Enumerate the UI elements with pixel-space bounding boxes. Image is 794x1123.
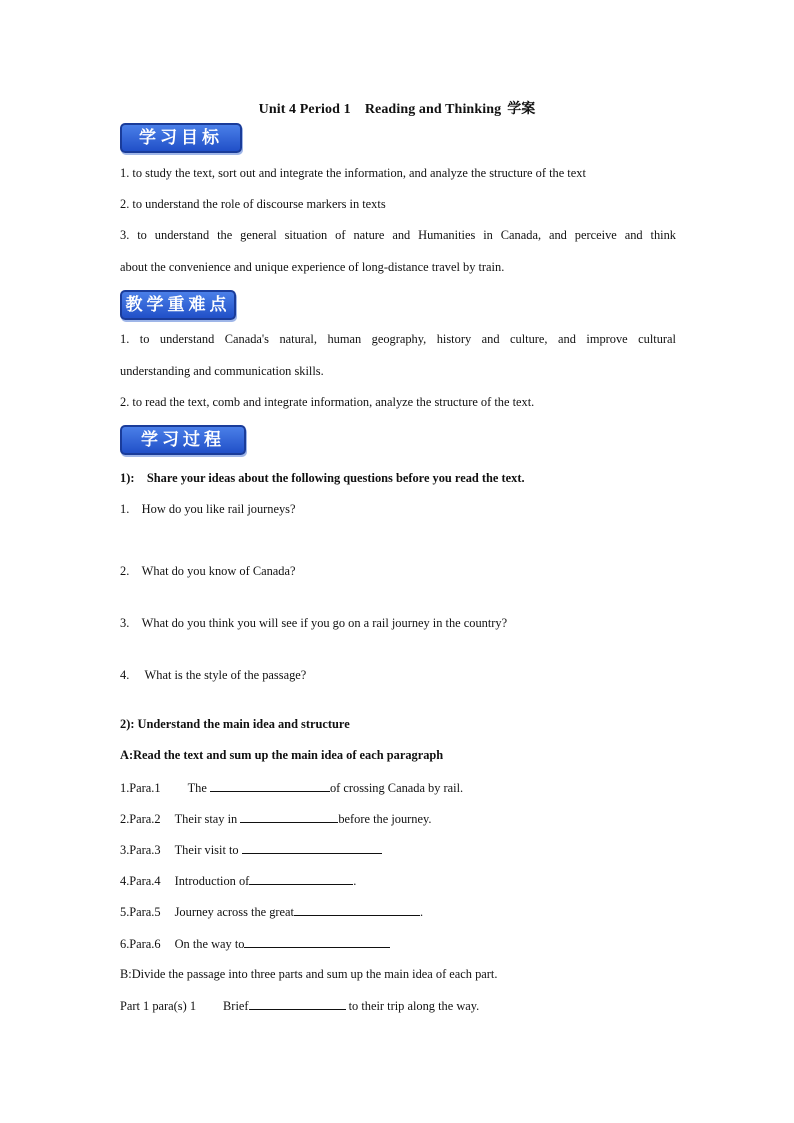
answer-blank[interactable] (240, 811, 338, 823)
section1-heading: 1): Share your ideas about the following questions before you read the text. (120, 471, 525, 485)
objective-3-continued: about the convenience and unique experience of long-distance travel by train. (120, 260, 505, 274)
part-text-after: to their trip along the way. (345, 999, 480, 1013)
title-chinese: 学案 (507, 101, 536, 117)
para-2-row (120, 811, 676, 827)
part-text-before: Brief (223, 999, 249, 1013)
para-1-row (120, 780, 676, 796)
para-text-after: . (420, 905, 424, 919)
objective-1: 1. to study the text, sort out and integrate the information, and analyze the structure of the text (120, 166, 586, 180)
para-5-row (120, 904, 676, 920)
para-text-before: Introduction of (174, 874, 250, 888)
question-1: 1. How do you like rail journeys? (120, 502, 296, 516)
para-label: 5.Para.5 (120, 905, 161, 919)
answer-blank[interactable] (294, 904, 420, 916)
para-text-before: Their stay in (174, 812, 241, 826)
para-text-before: Journey across the great (174, 905, 294, 919)
para-text-after: before the journey. (338, 812, 432, 826)
objective-3: 3. to understand the general situation of nature and Humanities in Canada, and perceive and think (120, 228, 676, 242)
key-point-1-continued: understanding and communication skills. (120, 364, 324, 378)
para-6-row (120, 936, 676, 952)
objective-2: 2. to understand the role of discourse markers in texts (120, 197, 386, 211)
para-text-after: of crossing Canada by rail. (329, 781, 464, 795)
para-label: 1.Para.1 (120, 781, 161, 795)
para-label: 3.Para.3 (120, 843, 161, 857)
part-b-instruction: B:Divide the passage into three parts and sum up the main idea of each part. (120, 967, 498, 981)
answer-blank[interactable] (249, 998, 346, 1010)
section2-heading: 2): Understand the main idea and structure (120, 717, 350, 731)
part-1-row (120, 998, 676, 1014)
answer-blank[interactable] (244, 936, 390, 948)
para-4-row (120, 873, 676, 889)
part-label: Part 1 para(s) 1 (120, 999, 197, 1013)
para-text-before: On the way to (174, 937, 245, 951)
answer-blank[interactable] (210, 780, 330, 792)
learning-objectives-badge: 学习目标 (120, 123, 242, 153)
para-text-after: . (353, 874, 357, 888)
learning-process-badge: 学习过程 (120, 425, 246, 455)
para-3-row (120, 842, 676, 858)
key-point-1: 1. to understand Canada's natural, human geography, history and culture, and improve cultural (120, 332, 676, 346)
question-3: 3. What do you think you will see if you go on a rail journey in the country? (120, 616, 508, 630)
para-label: 6.Para.6 (120, 937, 161, 951)
title-english: Unit 4 Period 1 Reading and Thinking (258, 102, 502, 117)
part-a-instruction: A:Read the text and sum up the main idea of each paragraph (120, 748, 444, 762)
question-2: 2. What do you know of Canada? (120, 564, 296, 578)
question-4: 4. What is the style of the passage? (120, 668, 307, 682)
answer-blank[interactable] (249, 873, 353, 885)
para-label: 4.Para.4 (120, 874, 161, 888)
key-points-badge: 教学重难点 (120, 290, 236, 320)
para-label: 2.Para.2 (120, 812, 161, 826)
key-point-2: 2. to read the text, comb and integrate information, analyze the structure of the text. (120, 395, 535, 409)
page-title (0, 98, 794, 118)
para-text-before: Their visit to (174, 843, 242, 857)
para-text-before: The (187, 781, 210, 795)
answer-blank[interactable] (242, 842, 382, 854)
